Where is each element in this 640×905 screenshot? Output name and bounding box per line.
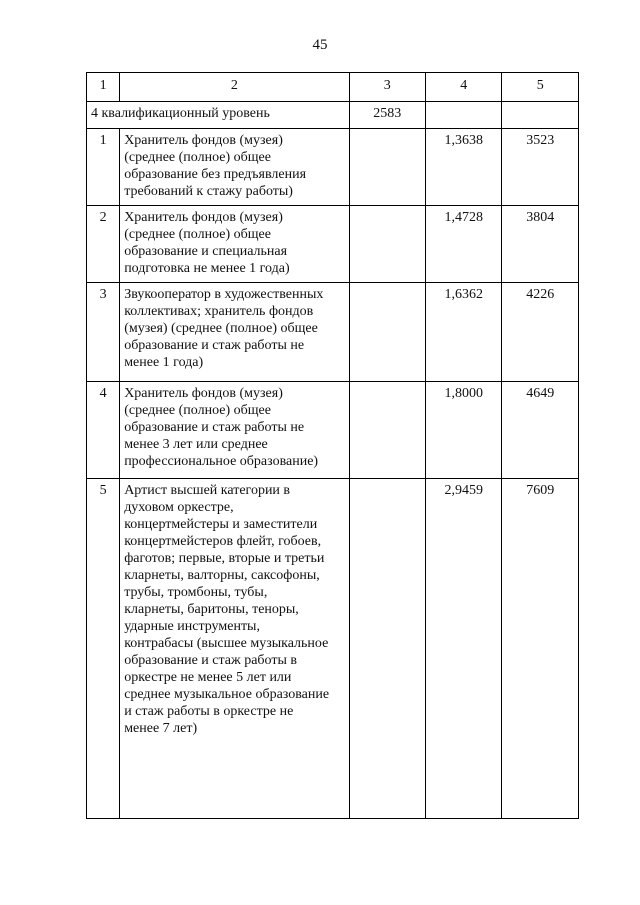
qualification-level-label: 4 квалификационный уровень	[87, 102, 350, 129]
column-header-2: 2	[120, 73, 349, 102]
row-salary: 3804	[502, 206, 579, 283]
table-row	[87, 283, 579, 382]
table-row	[87, 206, 579, 283]
position-description: Звукооператор в художественных коллективах; хранитель фондов (музея) (среднее (полное) общее образование и стаж работы не менее 1 года)	[120, 283, 349, 382]
row-number: 3	[87, 283, 120, 382]
row-col3	[349, 382, 425, 479]
table-header-row	[87, 73, 579, 102]
row-number: 5	[87, 479, 120, 819]
column-header-1: 1	[87, 73, 120, 102]
column-header-4: 4	[426, 73, 502, 102]
table-row	[87, 129, 579, 206]
row-col3	[349, 129, 425, 206]
row-number: 2	[87, 206, 120, 283]
column-header-5: 5	[502, 73, 579, 102]
page-number: 45	[312, 37, 328, 53]
table-row	[87, 382, 579, 479]
qualification-level-row	[87, 102, 579, 129]
row-coefficient: 2,9459	[426, 479, 502, 819]
position-description: Хранитель фондов (музея) (среднее (полное) общее образование и специальная подготовка не менее 1 года)	[120, 206, 349, 283]
row-col3	[349, 479, 425, 819]
row-coefficient: 1,6362	[426, 283, 502, 382]
qualification-level-col4	[426, 102, 502, 129]
row-coefficient: 1,8000	[426, 382, 502, 479]
qualification-level-base-salary: 2583	[349, 102, 425, 129]
row-col3	[349, 206, 425, 283]
position-description: Артист высшей категории в духовом оркестре, концертмейстеры и заместители концертмейстеров флейт, гобоев, фаготов; первые, вторые и третьи кларнеты, валторны, саксофоны, трубы, тромбоны, тубы, кларнеты, баритоны, теноры, ударные инструменты, контрабасы (высшее музыкальное образование и стаж работы в оркестре не менее 5 лет или среднее музыкальное образование и стаж работы в оркестре не менее 7 лет)	[120, 479, 349, 819]
row-coefficient: 1,4728	[426, 206, 502, 283]
row-coefficient: 1,3638	[426, 129, 502, 206]
salary-table	[86, 72, 579, 819]
position-description: Хранитель фондов (музея) (среднее (полное) общее образование без предъявления требований к стажу работы)	[120, 129, 349, 206]
row-salary: 3523	[502, 129, 579, 206]
row-number: 4	[87, 382, 120, 479]
column-header-3: 3	[349, 73, 425, 102]
row-salary: 4649	[502, 382, 579, 479]
row-salary: 7609	[502, 479, 579, 819]
table-row	[87, 479, 579, 819]
row-salary: 4226	[502, 283, 579, 382]
qualification-level-col5	[502, 102, 579, 129]
row-number: 1	[87, 129, 120, 206]
position-description: Хранитель фондов (музея) (среднее (полное) общее образование и стаж работы не менее 3 лет или среднее профессиональное образование)	[120, 382, 349, 479]
row-col3	[349, 283, 425, 382]
